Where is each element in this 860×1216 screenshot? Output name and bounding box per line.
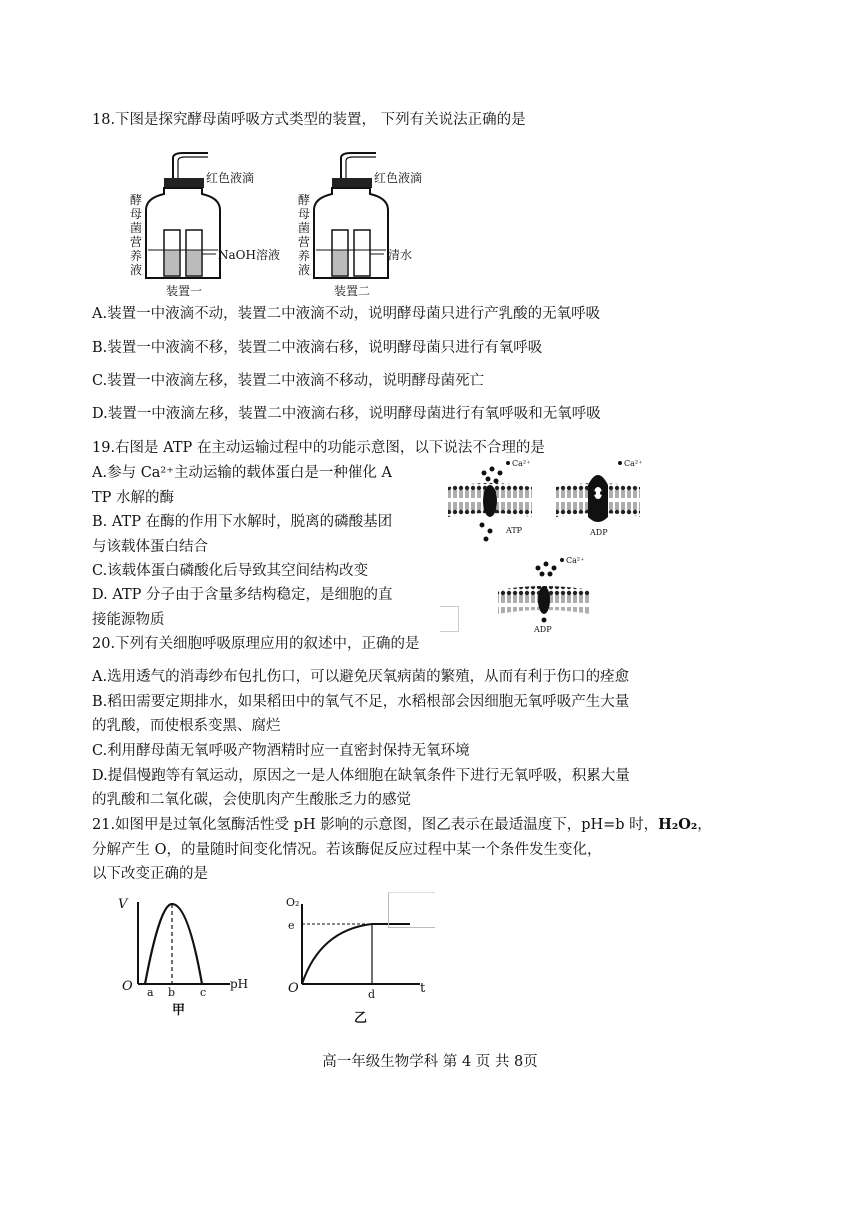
yi-origin: O [288,981,299,996]
h2o2-formula: H₂O₂ [658,816,698,833]
q20-line-1: A.选用透气的消毒纱布包扎伤口，可以避免厌氧病菌的繁殖，从而有利于伤口的痊愈 [92,669,630,685]
q21-stem-line-2: 分解产生 O，的量随时间变化情况。若该酶促反应过程中某一个条件发生变化， [92,842,602,858]
q21-graph-jia [112,892,272,1022]
ca-label-2: Ca²⁺ [624,459,643,468]
jia-xlabel: pH [230,977,249,991]
yi-ylabel: O₂ [286,896,300,909]
membrane-state-3 [498,556,590,634]
q19-figure [440,455,643,635]
jia-caption: 甲 [172,1003,186,1018]
membrane-state-2 [556,459,642,537]
q21-stem-line-1: 21.如图甲是过氧化氢酶活性受 pH 影响的示意图，图乙表示在最适温度下，pH=b 时，H₂O₂， [92,816,712,833]
q19-line-4: 与该载体蛋白结合 [92,539,208,555]
scan-artifact-box-2 [388,892,435,928]
jia-tick-b: b [168,986,176,999]
scan-artifact-box [440,606,459,632]
device1-top-label: 红色液滴 [206,171,255,185]
q19-line-7: 接能源物质 [92,612,165,628]
q19-line-3: B. ATP 在酶的作用下水解时，脱离的磷酸基团 [92,514,393,530]
q19-line-2: TP 水解的酶 [92,490,175,506]
q20-line-5: D.提倡慢跑等有氧运动，原因之一是人体细胞在缺氧条件下进行无氧呼吸，积累大量 [92,768,630,784]
q20-line-3: 的乳酸，而使根系变黑、腐烂 [92,718,281,734]
membrane-state-1 [448,459,532,542]
q18-figure [128,150,448,300]
q18-option-a: A.装置一中液滴不动，装置二中液滴不动，说明酵母菌只进行产乳酸的无氧呼吸 [92,306,601,322]
q18-option-d: D.装置一中液滴左移，装置二中液滴右移，说明酵母菌进行有氧呼吸和无氧呼吸 [92,406,601,422]
device2-side-label: 酵母菌营养液 [298,193,311,277]
device-one [130,153,280,298]
q18-option-b: B.装置一中液滴不移，装置二中液滴右移，说明酵母菌只进行有氧呼吸 [92,340,543,356]
yi-tick-e: e [288,919,295,932]
atp-label: ATP [506,526,523,535]
jia-tick-c: c [200,986,207,999]
q20-line-6: 的乳酸和二氧化碳，会使肌肉产生酸胀乏力的感觉 [92,792,411,808]
device-two [298,153,422,298]
q19-line-1: A.参与 Ca²⁺主动运输的载体蛋白是一种催化 A [92,465,392,481]
q19-line-5: C.该载体蛋白磷酸化后导致其空间结构改变 [92,563,369,579]
device2-caption: 装置二 [334,284,371,298]
yi-tick-d: d [368,988,376,1001]
q19-stem: 19.右图是 ATP 在主动运输过程中的功能示意图，以下说法不合理的是 [92,440,545,456]
device2-top-label: 红色液滴 [374,171,423,185]
ca-label-3: Ca²⁺ [566,556,585,565]
q21-stem-line-3: 以下改变正确的是 [92,866,208,882]
jia-origin: O [122,979,133,994]
q20-stem: 20.下列有关细胞呼吸原理应用的叙述中，正确的是 [92,636,420,652]
q19-line-6: D. ATP 分子由于含量多结构稳定，是细胞的直 [92,587,393,603]
yi-xlabel: t [420,981,426,996]
adp-label-2: ADP [534,625,552,634]
yi-caption: 乙 [354,1011,368,1026]
q18-option-c: C.装置一中液滴左移，装置二中液滴不移动，说明酵母菌死亡 [92,373,485,389]
device2-liquid-label: 清水 [388,248,413,262]
device1-side-label: 酵母菌营养液 [130,193,143,277]
q18-stem: 18.下图是探究酵母菌呼吸方式类型的装置， 下列有关说法正确的是 [92,112,526,128]
q20-line-2: B.稻田需要定期排水，如果稻田中的氧气不足，水稻根部会因细胞无氧呼吸产生大量 [92,694,630,710]
ca-label-1: Ca²⁺ [512,459,531,468]
adp-label-1: ADP [590,528,608,537]
q20-line-4: C.利用酵母菌无氧呼吸产物酒精时应一直密封保持无氧环境 [92,743,470,759]
jia-tick-a: a [147,986,154,999]
device1-liquid-label: NaOH溶液 [218,248,280,262]
page-footer: 高一年级生物学科 第 4 页 共 8页 [322,1054,538,1070]
device1-caption: 装置一 [166,284,203,298]
jia-ylabel: V [118,897,128,912]
